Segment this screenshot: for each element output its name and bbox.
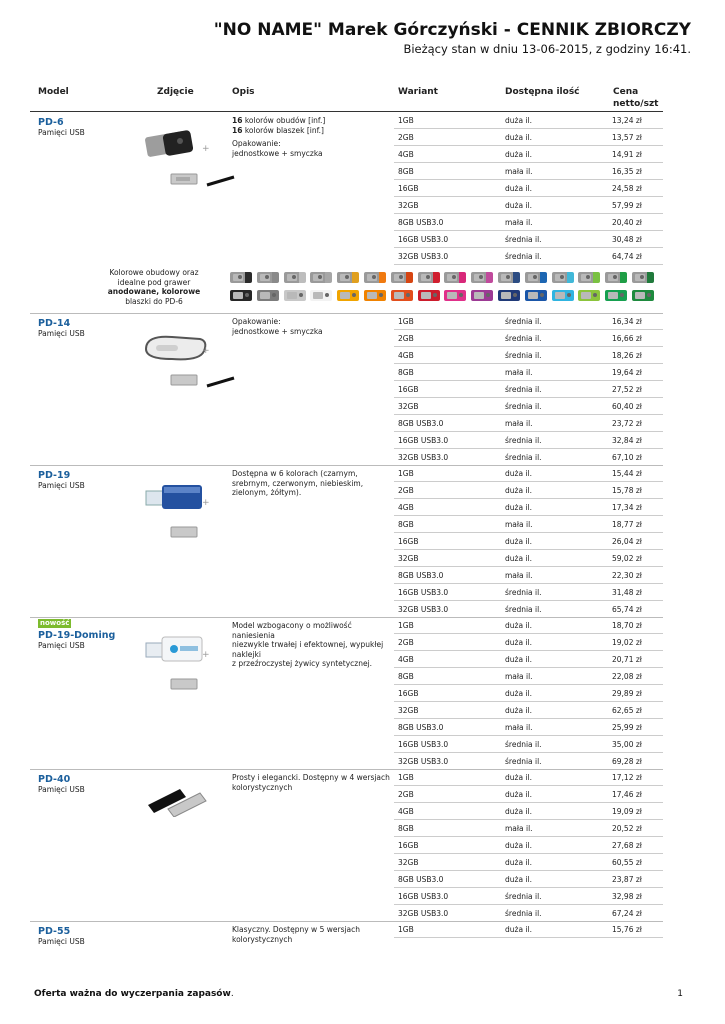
variant-capacity: 8GB xyxy=(398,368,414,377)
col-header-model: Model xyxy=(38,87,69,97)
variant-availability: średnia il. xyxy=(505,453,542,462)
variant-price: 16,66 zł xyxy=(612,334,642,343)
variant-price: 26,04 zł xyxy=(612,537,642,546)
variant-availability: średnia il. xyxy=(505,334,542,343)
variant-price: 15,78 zł xyxy=(612,486,642,495)
variant-availability: mała il. xyxy=(505,368,533,377)
variant-row xyxy=(394,854,663,871)
variant-table xyxy=(394,921,663,938)
variant-availability: duża il. xyxy=(505,773,532,782)
variant-capacity: 2GB xyxy=(398,133,414,142)
variant-capacity: 32GB xyxy=(398,706,419,715)
product-category: Pamięci USB xyxy=(38,329,85,338)
variant-row xyxy=(394,516,663,533)
variant-capacity: 16GB USB3.0 xyxy=(398,892,449,901)
variant-capacity: 2GB xyxy=(398,790,414,799)
variant-capacity: 2GB xyxy=(398,638,414,647)
variant-availability: duża il. xyxy=(505,689,532,698)
color-swatch-top xyxy=(552,272,574,283)
variant-capacity: 8GB USB3.0 xyxy=(398,218,444,227)
variant-row xyxy=(394,786,663,803)
color-swatch-bottom xyxy=(418,290,440,301)
variant-row xyxy=(394,214,663,231)
color-swatch-bottom xyxy=(337,290,359,301)
variant-price: 17,34 zł xyxy=(612,503,642,512)
variant-availability: duża il. xyxy=(505,554,532,563)
col-header-price: Cena netto/szt xyxy=(613,87,659,109)
page-title: "NO NAME" Marek Górczyński - CENNIK ZBIORCZY xyxy=(213,20,691,40)
color-swatch-bottom xyxy=(257,290,279,301)
variant-price: 16,34 zł xyxy=(612,317,642,326)
variant-table xyxy=(394,617,663,770)
product-description: 16 kolorów obudów [inf.] 16 kolorów blaszek [inf.] Opakowanie: jednostkowe + smyczka xyxy=(232,116,326,158)
variant-capacity: 8GB USB3.0 xyxy=(398,419,444,428)
variant-row xyxy=(394,871,663,888)
variant-availability: duża il. xyxy=(505,486,532,495)
variant-row xyxy=(394,719,663,736)
variant-row xyxy=(394,112,663,129)
footer-note: Oferta ważna do wyczerpania zapasów. xyxy=(34,989,234,999)
variant-availability: średnia il. xyxy=(505,436,542,445)
product-category: Pamięci USB xyxy=(38,641,85,650)
variant-row xyxy=(394,888,663,905)
variant-capacity: 1GB xyxy=(398,116,414,125)
variant-table xyxy=(394,112,663,265)
variant-capacity: 32GB xyxy=(398,402,419,411)
color-swatch-top xyxy=(364,272,386,283)
variant-price: 23,72 zł xyxy=(612,419,642,428)
col-header-variant: Wariant xyxy=(398,87,438,97)
variant-row xyxy=(394,449,663,466)
variant-price: 18,26 zł xyxy=(612,351,642,360)
variant-capacity: 16GB xyxy=(398,841,419,850)
variant-price: 13,24 zł xyxy=(612,116,642,125)
color-swatch-bottom xyxy=(605,290,627,301)
variant-row xyxy=(394,197,663,214)
variant-availability: średnia il. xyxy=(505,605,542,614)
variant-row xyxy=(394,499,663,516)
variant-availability: duża il. xyxy=(505,655,532,664)
variant-row xyxy=(394,820,663,837)
variant-price: 65,74 zł xyxy=(612,605,642,614)
variant-availability: duża il. xyxy=(505,133,532,142)
usb-swivel-image xyxy=(140,124,210,164)
variant-availability: średnia il. xyxy=(505,252,542,261)
variant-capacity: 32GB xyxy=(398,201,419,210)
color-swatch-top xyxy=(605,272,627,283)
variant-availability: mała il. xyxy=(505,571,533,580)
variant-availability: mała il. xyxy=(505,167,533,176)
variant-table xyxy=(394,769,663,922)
variant-availability: mała il. xyxy=(505,672,533,681)
variant-price: 69,28 zł xyxy=(612,757,642,766)
product-description: Opakowanie: jednostkowe + smyczka xyxy=(232,317,323,336)
variant-price: 20,71 zł xyxy=(612,655,642,664)
lanyard-image xyxy=(206,174,236,188)
variant-capacity: 16GB xyxy=(398,385,419,394)
packaging-box-image xyxy=(170,373,200,387)
variant-availability: duża il. xyxy=(505,469,532,478)
color-swatch-bottom xyxy=(284,290,306,301)
variant-availability: duża il. xyxy=(505,116,532,125)
variant-availability: mała il. xyxy=(505,824,533,833)
variant-capacity: 1GB xyxy=(398,621,414,630)
color-swatch-top xyxy=(632,272,654,283)
variant-price: 19,64 zł xyxy=(612,368,642,377)
variant-capacity: 32GB USB3.0 xyxy=(398,453,449,462)
variant-capacity: 32GB USB3.0 xyxy=(398,252,449,261)
variant-availability: średnia il. xyxy=(505,402,542,411)
variant-price: 18,70 zł xyxy=(612,621,642,630)
variant-row xyxy=(394,381,663,398)
variant-price: 62,65 zł xyxy=(612,706,642,715)
color-swatch-bottom xyxy=(525,290,547,301)
variant-row xyxy=(394,482,663,499)
color-swatch-top xyxy=(257,272,279,283)
variant-row xyxy=(394,753,663,770)
variant-row xyxy=(394,668,663,685)
variant-row xyxy=(394,921,663,938)
variant-row xyxy=(394,313,663,330)
variant-price: 57,99 zł xyxy=(612,201,642,210)
variant-availability: średnia il. xyxy=(505,757,542,766)
packaging-box-image xyxy=(170,525,200,539)
col-header-availability: Dostępna ilość xyxy=(505,87,580,97)
variant-price: 27,52 zł xyxy=(612,385,642,394)
variant-availability: średnia il. xyxy=(505,909,542,918)
product-description: Model wzbogacony o możliwość naniesienia niezwykle trwałej i efektownej, wypukłej naklejki z przeźroczystej żywicy syntetycznej. xyxy=(232,621,384,668)
variant-availability: średnia il. xyxy=(505,351,542,360)
variant-row xyxy=(394,584,663,601)
zoom-plus-icon[interactable]: + xyxy=(202,498,210,508)
variant-row xyxy=(394,129,663,146)
variant-availability: duża il. xyxy=(505,503,532,512)
variant-price: 20,52 zł xyxy=(612,824,642,833)
variant-capacity: 2GB xyxy=(398,486,414,495)
variant-availability: duża il. xyxy=(505,201,532,210)
packaging-box-image xyxy=(170,172,200,186)
usb-elegant-image xyxy=(142,777,212,817)
variant-row xyxy=(394,163,663,180)
variant-price: 67,24 zł xyxy=(612,909,642,918)
variant-price: 22,08 zł xyxy=(612,672,642,681)
variant-price: 24,58 zł xyxy=(612,184,642,193)
variant-capacity: 8GB USB3.0 xyxy=(398,571,444,580)
variant-capacity: 16GB xyxy=(398,537,419,546)
usb-transparent-blue-image xyxy=(142,477,212,517)
variant-capacity: 4GB xyxy=(398,351,414,360)
variant-table xyxy=(394,465,663,618)
variant-availability: mała il. xyxy=(505,520,533,529)
product-name[interactable]: PD-19 xyxy=(38,470,71,481)
variant-availability: duża il. xyxy=(505,184,532,193)
packaging-box-image xyxy=(170,677,200,691)
variant-price: 29,89 zł xyxy=(612,689,642,698)
color-swatch-bottom xyxy=(230,290,252,301)
variant-capacity: 16GB USB3.0 xyxy=(398,235,449,244)
variant-capacity: 1GB xyxy=(398,925,414,934)
variant-row xyxy=(394,465,663,482)
variant-row xyxy=(394,702,663,719)
col-header-description: Opis xyxy=(232,87,255,97)
color-swatch-top xyxy=(284,272,306,283)
variant-capacity: 8GB xyxy=(398,672,414,681)
variant-availability: średnia il. xyxy=(505,740,542,749)
variant-row xyxy=(394,685,663,702)
variant-capacity: 8GB USB3.0 xyxy=(398,875,444,884)
variant-availability: duża il. xyxy=(505,537,532,546)
variant-availability: średnia il. xyxy=(505,317,542,326)
variant-capacity: 8GB xyxy=(398,520,414,529)
variant-availability: duża il. xyxy=(505,790,532,799)
variant-capacity: 16GB USB3.0 xyxy=(398,436,449,445)
variant-availability: duża il. xyxy=(505,858,532,867)
color-swatch-top xyxy=(310,272,332,283)
variant-price: 59,02 zł xyxy=(612,554,642,563)
variant-row xyxy=(394,432,663,449)
variant-price: 19,09 zł xyxy=(612,807,642,816)
variant-price: 31,48 zł xyxy=(612,588,642,597)
variant-capacity: 1GB xyxy=(398,773,414,782)
color-swatch-top xyxy=(230,272,252,283)
variant-row xyxy=(394,248,663,265)
color-swatch-bottom xyxy=(578,290,600,301)
color-swatch-top xyxy=(525,272,547,283)
variant-price: 19,02 zł xyxy=(612,638,642,647)
variant-row xyxy=(394,180,663,197)
variant-table xyxy=(394,313,663,466)
product-category: Pamięci USB xyxy=(38,128,85,137)
color-swatch-top xyxy=(391,272,413,283)
variant-price: 32,84 zł xyxy=(612,436,642,445)
variant-availability: mała il. xyxy=(505,723,533,732)
variant-price: 64,74 zł xyxy=(612,252,642,261)
col-header-image: Zdjęcie xyxy=(157,87,194,97)
variant-capacity: 4GB xyxy=(398,150,414,159)
variant-row xyxy=(394,364,663,381)
product-description: Prosty i elegancki. Dostępny w 4 wersjach kolorystycznych xyxy=(232,773,390,792)
variant-capacity: 8GB xyxy=(398,824,414,833)
zoom-plus-icon[interactable]: + xyxy=(202,346,210,356)
product-name[interactable]: PD-14 xyxy=(38,318,71,329)
variant-row xyxy=(394,398,663,415)
color-swatch-top xyxy=(498,272,520,283)
variant-price: 23,87 zł xyxy=(612,875,642,884)
variant-capacity: 32GB USB3.0 xyxy=(398,909,449,918)
color-swatch-top xyxy=(444,272,466,283)
product-description: Klasyczny. Dostępny w 5 wersjach kolorystycznych xyxy=(232,925,361,944)
variant-price: 16,35 zł xyxy=(612,167,642,176)
variant-price: 18,77 zł xyxy=(612,520,642,529)
variant-capacity: 32GB USB3.0 xyxy=(398,757,449,766)
variant-capacity: 8GB xyxy=(398,167,414,176)
variant-price: 60,55 zł xyxy=(612,858,642,867)
variant-capacity: 16GB USB3.0 xyxy=(398,740,449,749)
variant-capacity: 2GB xyxy=(398,334,414,343)
variant-capacity: 32GB xyxy=(398,858,419,867)
variant-capacity: 4GB xyxy=(398,655,414,664)
variant-row xyxy=(394,736,663,753)
color-swatch-top xyxy=(337,272,359,283)
variant-price: 15,44 zł xyxy=(612,469,642,478)
variant-price: 22,30 zł xyxy=(612,571,642,580)
variant-availability: mała il. xyxy=(505,218,533,227)
variant-price: 30,48 zł xyxy=(612,235,642,244)
variant-capacity: 4GB xyxy=(398,807,414,816)
variant-capacity: 16GB USB3.0 xyxy=(398,588,449,597)
product-category: Pamięci USB xyxy=(38,481,85,490)
lanyard-image xyxy=(206,375,236,389)
variant-availability: średnia il. xyxy=(505,588,542,597)
variant-price: 60,40 zł xyxy=(612,402,642,411)
colors-note: Kolorowe obudowy oraz idealne pod grawer anodowane, kolorowe blaszki do PD-6 xyxy=(107,268,201,306)
color-swatch-top xyxy=(471,272,493,283)
new-badge: nowość xyxy=(40,619,70,627)
color-swatch-top xyxy=(418,272,440,283)
color-swatch-bottom xyxy=(310,290,332,301)
variant-row xyxy=(394,617,663,634)
color-swatch-top xyxy=(578,272,600,283)
product-description: Dostępna w 6 kolorach (czarnym, srebrnym, czerwonym, niebieskim, zielonym, żółtym). xyxy=(232,469,364,497)
variant-availability: duża il. xyxy=(505,150,532,159)
variant-price: 17,46 zł xyxy=(612,790,642,799)
variant-availability: duża il. xyxy=(505,807,532,816)
zoom-plus-icon[interactable]: + xyxy=(202,144,210,154)
usb-doming-image xyxy=(142,629,212,669)
product-name[interactable]: PD-19-Doming xyxy=(38,630,116,641)
variant-row xyxy=(394,769,663,786)
variant-row xyxy=(394,803,663,820)
variant-row xyxy=(394,550,663,567)
variant-capacity: 32GB USB3.0 xyxy=(398,605,449,614)
color-swatch-bottom xyxy=(498,290,520,301)
product-name[interactable]: PD-40 xyxy=(38,774,71,785)
color-swatch-bottom xyxy=(391,290,413,301)
variant-price: 35,00 zł xyxy=(612,740,642,749)
variant-row xyxy=(394,567,663,584)
color-swatch-bottom xyxy=(364,290,386,301)
variant-row xyxy=(394,231,663,248)
product-name[interactable]: PD-55 xyxy=(38,926,71,937)
variant-capacity: 16GB xyxy=(398,689,419,698)
variant-row xyxy=(394,533,663,550)
page-subtitle: Bieżący stan w dniu 13-06-2015, z godziny 16:41. xyxy=(403,42,691,56)
variant-availability: duża il. xyxy=(505,925,532,934)
variant-price: 27,68 zł xyxy=(612,841,642,850)
variant-price: 14,91 zł xyxy=(612,150,642,159)
variant-row xyxy=(394,330,663,347)
variant-availability: duża il. xyxy=(505,638,532,647)
product-category: Pamięci USB xyxy=(38,937,85,946)
variant-row xyxy=(394,347,663,364)
variant-capacity: 32GB xyxy=(398,554,419,563)
page-number: 1 xyxy=(677,989,683,999)
variant-availability: mała il. xyxy=(505,419,533,428)
variant-row xyxy=(394,905,663,922)
product-category: Pamięci USB xyxy=(38,785,85,794)
variant-availability: średnia il. xyxy=(505,235,542,244)
variant-row xyxy=(394,837,663,854)
variant-row xyxy=(394,651,663,668)
variant-capacity: 16GB xyxy=(398,184,419,193)
variant-capacity: 8GB USB3.0 xyxy=(398,723,444,732)
variant-availability: duża il. xyxy=(505,875,532,884)
variant-price: 13,57 zł xyxy=(612,133,642,142)
product-name[interactable]: PD-6 xyxy=(38,117,64,128)
variant-availability: duża il. xyxy=(505,706,532,715)
variant-capacity: 1GB xyxy=(398,469,414,478)
variant-availability: średnia il. xyxy=(505,385,542,394)
variant-availability: średnia il. xyxy=(505,892,542,901)
variant-price: 20,40 zł xyxy=(612,218,642,227)
color-swatch-bottom xyxy=(444,290,466,301)
color-swatch-bottom xyxy=(471,290,493,301)
variant-row xyxy=(394,146,663,163)
variant-price: 32,98 zł xyxy=(612,892,642,901)
variant-availability: duża il. xyxy=(505,841,532,850)
variant-row xyxy=(394,634,663,651)
variant-row xyxy=(394,415,663,432)
variant-capacity: 1GB xyxy=(398,317,414,326)
variant-price: 67,10 zł xyxy=(612,453,642,462)
variant-row xyxy=(394,601,663,618)
variant-price: 17,12 zł xyxy=(612,773,642,782)
variant-availability: duża il. xyxy=(505,621,532,630)
variant-price: 15,76 zł xyxy=(612,925,642,934)
color-swatch-bottom xyxy=(632,290,654,301)
variant-capacity: 4GB xyxy=(398,503,414,512)
color-swatch-bottom xyxy=(552,290,574,301)
zoom-plus-icon[interactable]: + xyxy=(202,650,210,660)
variant-price: 25,99 zł xyxy=(612,723,642,732)
